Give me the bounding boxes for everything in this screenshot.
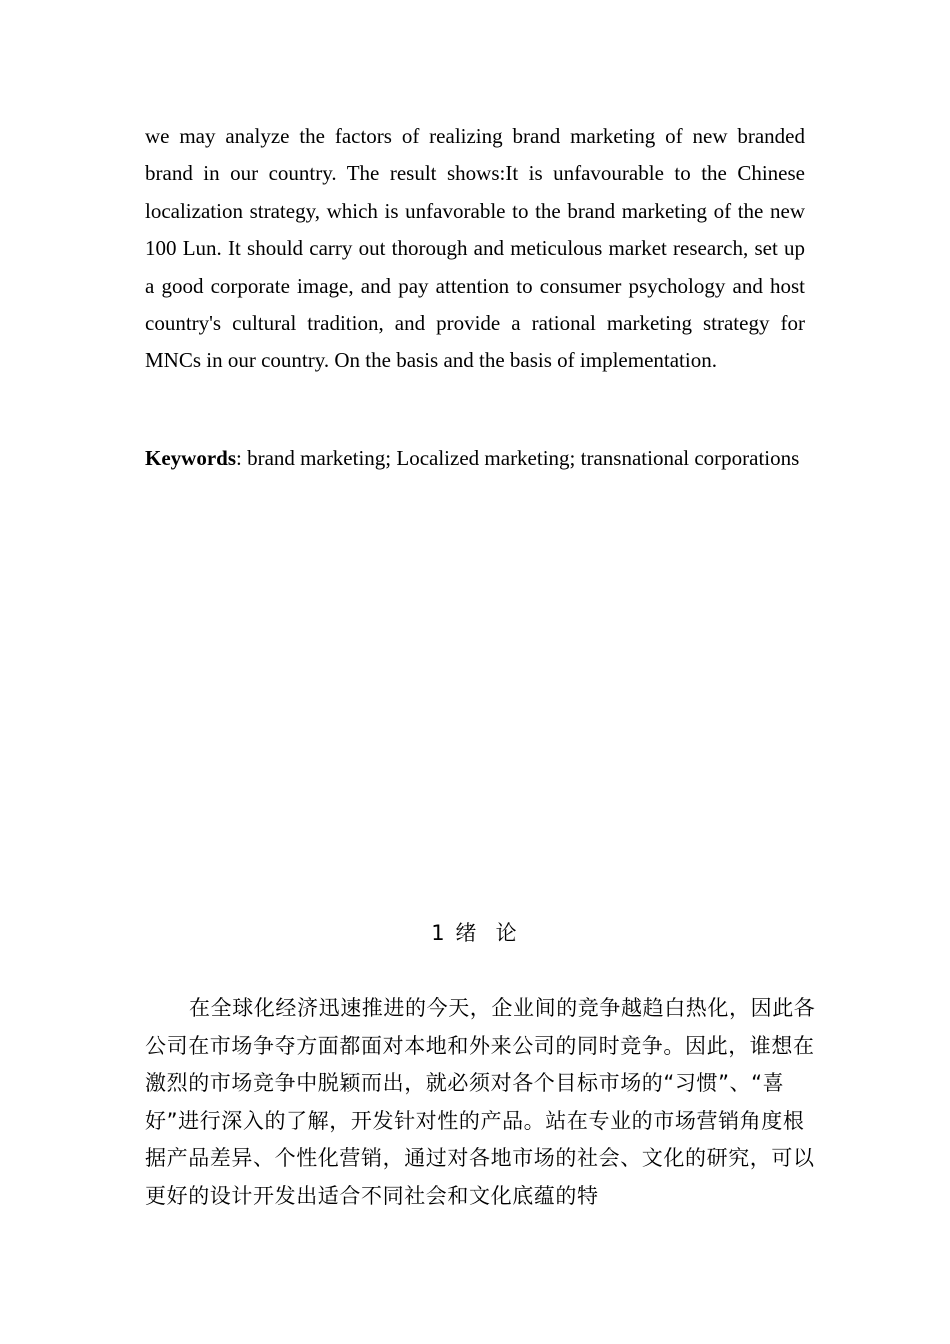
abstract-paragraph: we may analyze the factors of realizing brand marketing of new branded brand in our country. The result shows:It is unfavourable to the Chinese localization strategy, which is unfavorable to the brand marketing of the new 100 Lun. It should carry out thorough and meticulous market research, set up a good corporate image, and pay attention to consumer psychology and host country's cultural tradition, and provide a rational marketing strategy for MNCs in our country. On the basis and the basis of implementation. bbox=[145, 124, 805, 373]
body-paragraph: 在全球化经济迅速推进的今天，企业间的竞争越趋白热化，因此各公司在市场争夺方面都面对本地和外来公司的同时竞争。因此，谁想在激烈的市场竞争中脱颖而出，就必须对各个目标市场的“习惯”、“喜好”进行深入的了解，开发针对性的产品。站在专业的市场营销角度根据产品差异、个性化营销，通过对各地市场的社会、文化的研究，可以更好的设计开发出适合不同社会和文化底蕴的特 bbox=[145, 996, 816, 1208]
section-heading: 1 绪 论 bbox=[431, 921, 519, 945]
keywords-label: Keywords bbox=[145, 446, 236, 470]
keywords-text: brand marketing; Localized marketing; transnational corporations bbox=[247, 446, 800, 470]
keywords-separator: : bbox=[236, 446, 248, 470]
keywords-line bbox=[145, 446, 805, 471]
